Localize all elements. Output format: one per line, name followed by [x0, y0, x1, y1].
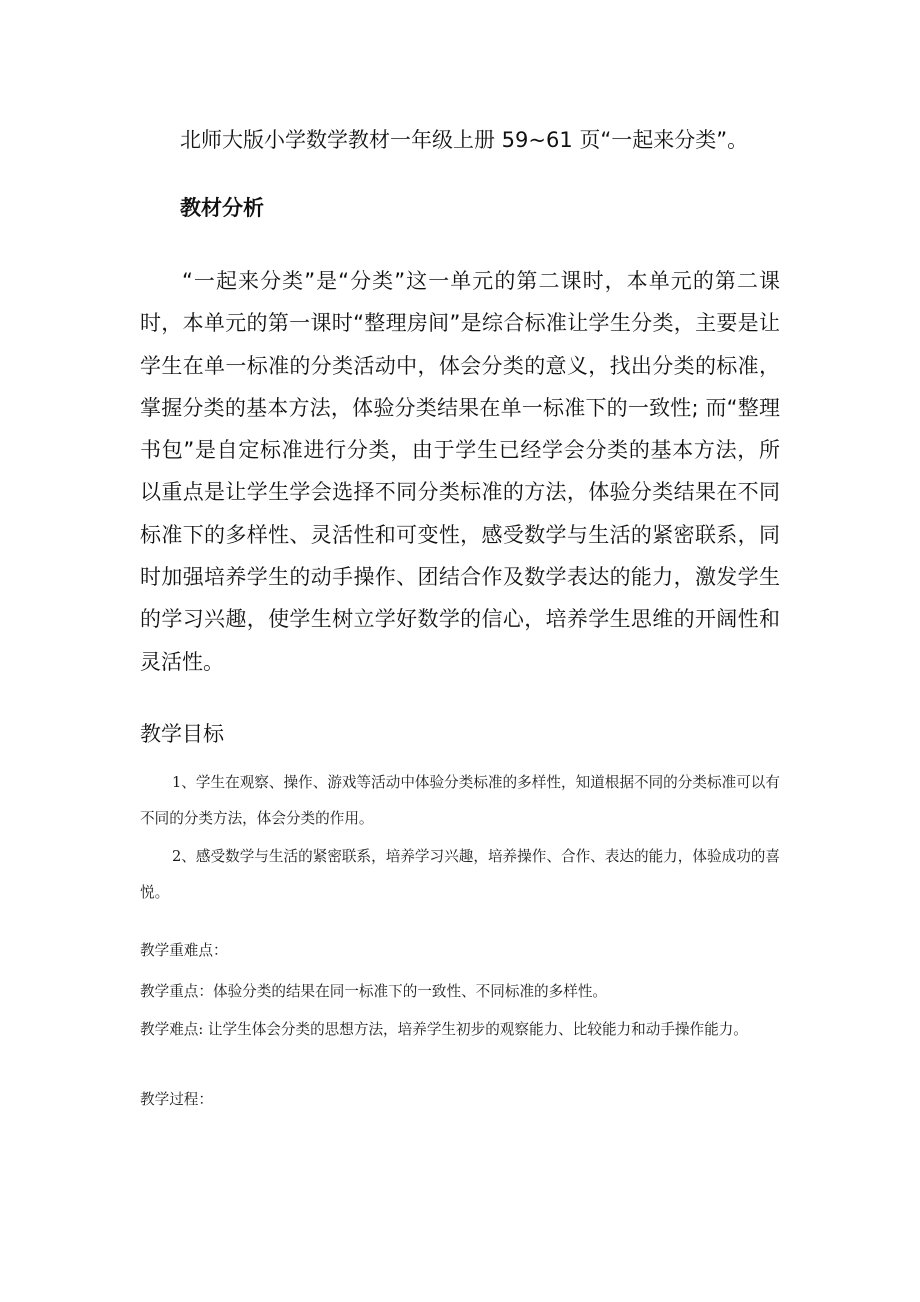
process-label: 教学过程：: [140, 1091, 213, 1108]
key-points-difficult: 教学难点: 让学生体会分类的思想方法，培养学生初步的观察能力、比较能力和动手操作能力。: [140, 1021, 748, 1038]
key-points-important: 教学重点：体验分类的结果在同一标准下的一致性、不同标准的多样性。: [140, 983, 608, 1000]
intro-text: 北师大版小学数学教材一年级上册 59~61 页“一起来分类”。: [180, 128, 749, 152]
analysis-paragraph: “一起来分类”是“分类”这一单元的第二课时，本单元的第二课时，本单元的第一课时“整理房间”是综合标准让学生分类，主要是让学生在单一标准的分类活动中，体会分类的意义，找出分类的标准，掌握分类的基本方法，体验分类结果在单一标准下的一致性; 而“整理书包”是自定标准进行分类，由于学生已经学会分类的基本方法，所以重点是让学生学会选择不同分类标准的方法，体验分类结果在不同标准下的多样性、灵活性和可变性，感受数学与生活的紧密联系，同时加强培养学生的动手操作、团结合作及数学表达的能力，激发学生的学习兴趣，使学生树立学好数学的信心，培养学生思维的开阔性和灵活性。: [140, 269, 780, 674]
key-points-label: 教学重难点：: [140, 942, 228, 959]
analysis-heading: 教材分析: [180, 196, 264, 220]
goal-item: 1、学生在观察、操作、游戏等活动中体验分类标准的多样性，知道根据不同的分类标准可以有不同的分类方法，体会分类的作用。: [140, 774, 780, 827]
goal-item: 2、感受数学与生活的紧密联系，培养学习兴趣，培养操作、合作、表达的能力，体验成功的喜悦。: [140, 848, 780, 901]
goals-heading: 教学目标: [140, 722, 224, 746]
